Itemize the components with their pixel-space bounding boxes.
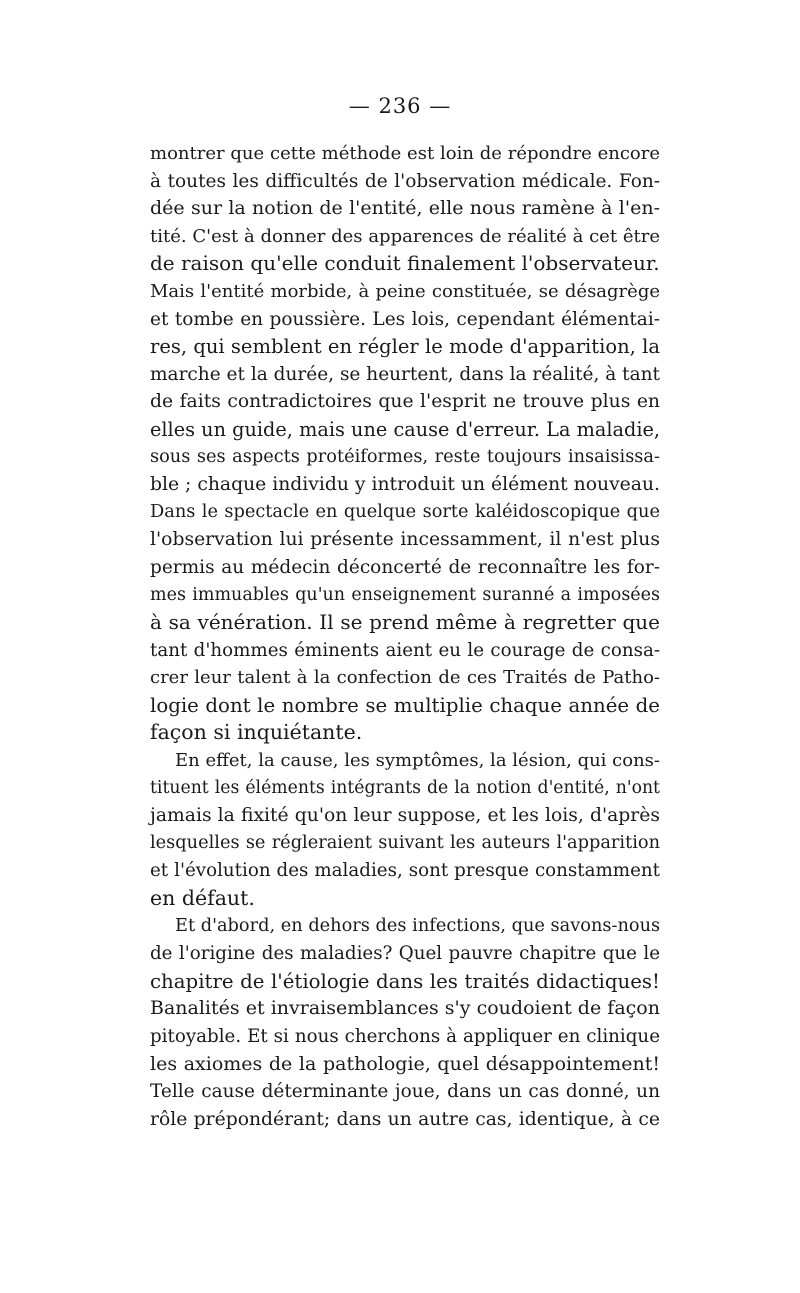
text-line: permis au médecin déconcerté de reconnaître les for-	[150, 556, 660, 578]
text-line: ble ; chaque individu y introduit un élément nouveau.	[150, 474, 660, 496]
text-line: tituent les éléments intégrants de la notion d'entité, n'ont	[150, 777, 660, 798]
text-line: En effet, la cause, les symptômes, la lésion, qui cons-	[175, 750, 660, 772]
text-line: res, qui semblent en régler le mode d'apparition, la	[150, 335, 660, 359]
page-number: — 236 —	[348, 94, 452, 118]
text-line: à sa vénération. Il se prend même à regretter que	[150, 610, 660, 635]
text-line: Mais l'entité morbide, à peine constituée, se désagrège	[150, 280, 660, 302]
body-text	[150, 140, 660, 1133]
text-line: rôle prépondérant; dans un autre cas, identique, à ce	[150, 1108, 660, 1130]
text-line: logie dont le nombre se multiplie chaque année de	[150, 693, 660, 717]
text-line: crer leur talent à la confection de ces Traités de Patho-	[150, 667, 660, 689]
text-line: chapitre de l'étiologie dans les traités didactiques!	[150, 969, 660, 993]
text-line: et l'évolution des maladies, sont presque constamment	[150, 860, 660, 882]
text-line: elles un guide, mais une cause d'erreur. La maladie,	[150, 417, 660, 441]
text-line: à toutes les difficultés de l'observation médicale. Fon-	[150, 170, 660, 192]
text-line: lesquelles se régleraient suivant les auteurs l'apparition	[150, 832, 660, 853]
text-line: en défaut.	[150, 886, 255, 911]
paragraph-2	[150, 747, 660, 913]
text-line: sous ses aspects protéiformes, reste toujours insaisissa-	[150, 446, 660, 467]
text-line: Telle cause déterminante joue, dans un cas donné, un	[150, 1081, 660, 1103]
text-line: de raison qu'elle conduit finalement l'observateur.	[150, 251, 660, 276]
text-line: les axiomes de la pathologie, quel désappointement!	[150, 1052, 660, 1075]
text-line: jamais la fixité qu'on leur suppose, et les lois, d'après	[150, 805, 660, 827]
text-line: montrer que cette méthode est loin de répondre encore	[150, 143, 660, 164]
paragraph-3	[150, 913, 660, 1134]
text-line: l'observation lui présente incessamment, il n'est plus	[150, 529, 660, 551]
text-line: de l'origine des maladies? Quel pauvre chapitre que le	[150, 943, 660, 965]
text-line: Banalités et invraisemblances s'y coudoient de façon	[150, 997, 660, 1020]
text-line: façon si inquiétante.	[150, 720, 363, 745]
text-line: et tombe en poussière. Les lois, cependant élémentai-	[150, 308, 660, 330]
paragraph-1	[150, 140, 660, 747]
text-line: tant d'hommes éminents aient eu le courage de consa-	[150, 639, 660, 661]
text-line: marche et la durée, se heurtent, dans la réalité, à tant	[150, 363, 660, 385]
text-line: de faits contradictoires que l'esprit ne trouve plus en	[150, 391, 660, 413]
text-line: pitoyable. Et si nous cherchons à appliquer en clinique	[150, 1026, 660, 1047]
text-line: dée sur la notion de l'entité, elle nous ramène à l'en-	[150, 197, 660, 220]
text-line: mes immuables qu'un enseignement suranné a imposées	[150, 584, 660, 605]
text-line: tité. C'est à donner des apparences de réalité à cet être	[150, 225, 660, 247]
text-line: Et d'abord, en dehors des infections, que savons-nous	[175, 915, 661, 936]
text-line: Dans le spectacle en quelque sorte kaléidoscopique que	[150, 501, 660, 522]
